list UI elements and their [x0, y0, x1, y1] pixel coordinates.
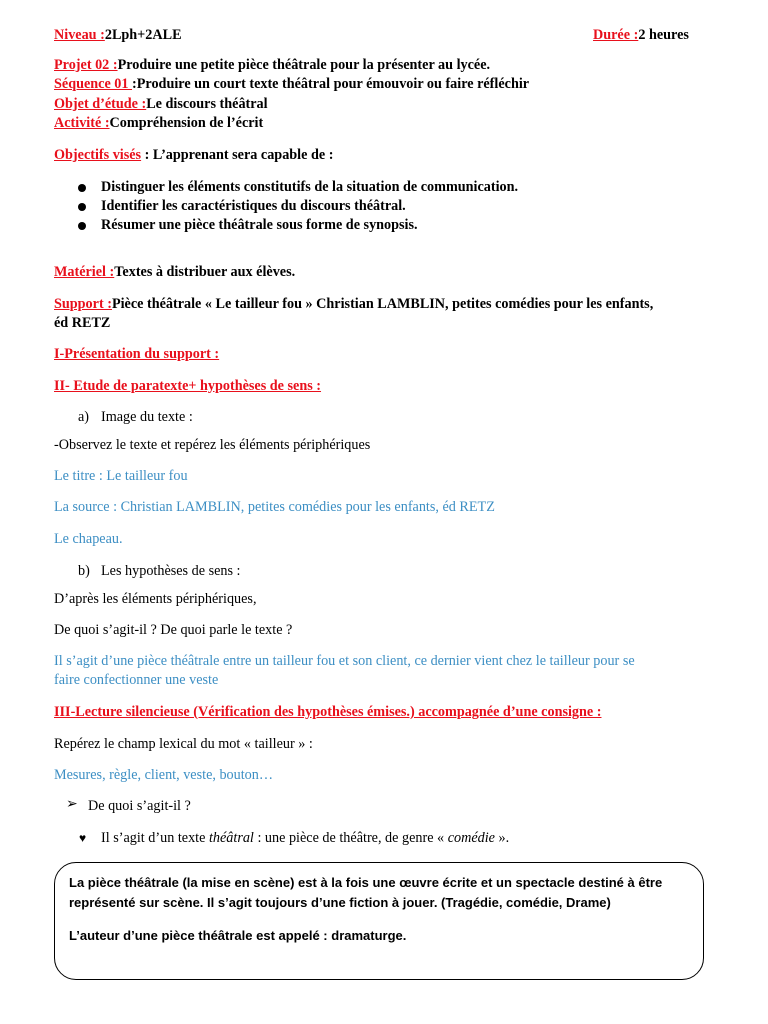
- part-c-response-italic-1: théâtral: [208, 830, 254, 846]
- sequence-label: Séquence 01: [54, 76, 133, 92]
- part-c-consigne: Repérez le champ lexical du mot « tailleur » :: [54, 736, 313, 752]
- heart-bullet-icon: ♥: [79, 831, 87, 845]
- objectifs-line: [54, 146, 714, 165]
- support-label: Support :: [54, 296, 112, 312]
- part-c-response-suffix: ».: [494, 830, 510, 846]
- support-line: [54, 295, 714, 314]
- part-b-title: Les hypothèses de sens :: [101, 563, 241, 579]
- projet-line: [54, 56, 714, 75]
- part-c-answer: Mesures, règle, client, veste, bouton…: [54, 767, 274, 783]
- bullet-icon: [78, 222, 86, 230]
- part-c-response-mid: : une pièce de théâtre, de genre «: [253, 830, 448, 846]
- part-a-instruction: -Observez le texte et repérez les éléments périphériques: [54, 437, 371, 453]
- objet-value: Le discours théâtral: [146, 96, 268, 112]
- part-b-question-2: De quoi s’agit-il ? De quoi parle le texte ?: [54, 622, 293, 638]
- sequence-value: :Produire un court texte théâtral pour émouvoir ou faire réfléchir: [132, 76, 530, 92]
- arrow-bullet-icon: ➢: [66, 797, 78, 812]
- part-a-marker: a): [78, 409, 90, 425]
- part-b-question-1: D’après les éléments périphériques,: [54, 591, 257, 607]
- objectifs-intro: : L’apprenant sera capable de :: [141, 147, 334, 163]
- part-a-title: Image du texte :: [101, 409, 193, 425]
- section-3-heading: III-Lecture silencieuse (Vérification des hypothèses émises.) accompagnée d’une consigne :: [54, 704, 602, 720]
- part-a-answer-1: Le titre : Le tailleur fou: [54, 468, 188, 484]
- projet-label: Projet 02 :: [54, 57, 118, 73]
- objectif-item-1: Distinguer les éléments constitutifs de la situation de communication.: [101, 179, 519, 195]
- activite-line: [54, 114, 714, 133]
- niveau-label: Niveau :: [54, 27, 105, 43]
- part-a-answer-2: La source : Christian LAMBLIN, petites comédies pour les enfants, éd RETZ: [54, 499, 495, 515]
- part-b-answer-2: faire confectionner une veste: [54, 672, 219, 688]
- projet-value: Produire une petite pièce théâtrale pour la présenter au lycée.: [117, 57, 491, 73]
- part-b-marker: b): [78, 563, 90, 579]
- objectif-item-3: Résumer une pièce théâtrale sous forme de synopsis.: [101, 217, 418, 233]
- part-b-answer-1: Il s’agit d’une pièce théâtrale entre un tailleur fou et son client, ce dernier vient chez le tailleur pour se: [54, 653, 635, 669]
- part-c-response-italic-2: comédie: [447, 830, 495, 846]
- part-c-response: [101, 829, 509, 848]
- support-value-2: éd RETZ: [54, 315, 111, 331]
- niveau-value: 2Lph+2ALE: [104, 27, 182, 43]
- part-a-answer-3: Le chapeau.: [54, 531, 123, 547]
- materiel-label: Matériel :: [54, 264, 115, 280]
- definition-line-1: La pièce théâtrale (la mise en scène) est à la fois une œuvre écrite et un spectacle destiné à être: [69, 875, 663, 890]
- definition-line-2: représenté sur scène. Il s’agit toujours d’une fiction à jouer. (Tragédie, comédie, Drame): [69, 895, 611, 910]
- sequence-line: [54, 75, 714, 94]
- activite-value: Compréhension de l’écrit: [109, 115, 264, 131]
- definition-box: [54, 862, 704, 980]
- bullet-icon: [78, 203, 86, 211]
- materiel-line: [54, 263, 714, 282]
- objectif-item-2: Identifier les caractéristiques du discours théâtral.: [101, 198, 406, 214]
- objet-line: [54, 95, 714, 114]
- part-c-response-prefix: Il s’agit d’un texte: [101, 830, 209, 846]
- part-c-question: De quoi s’agit-il ?: [88, 798, 191, 814]
- definition-line-3: L’auteur d’une pièce théâtrale est appelé : dramaturge.: [69, 928, 407, 943]
- section-2-heading: II- Etude de paratexte+ hypothèses de sens :: [54, 378, 322, 394]
- bullet-icon: [78, 184, 86, 192]
- activite-label: Activité :: [54, 115, 110, 131]
- materiel-value: Textes à distribuer aux élèves.: [114, 264, 296, 280]
- support-value-1: Pièce théâtrale « Le tailleur fou » Christian LAMBLIN, petites comédies pour les enfants,: [111, 296, 654, 312]
- duree-value: 2 heures: [638, 27, 689, 43]
- duree-label: Durée :: [593, 27, 639, 43]
- objectifs-label: Objectifs visés: [54, 147, 142, 163]
- duree-line: [593, 26, 689, 45]
- section-1-heading: I-Présentation du support :: [54, 346, 220, 362]
- objet-label: Objet d’étude :: [54, 96, 147, 112]
